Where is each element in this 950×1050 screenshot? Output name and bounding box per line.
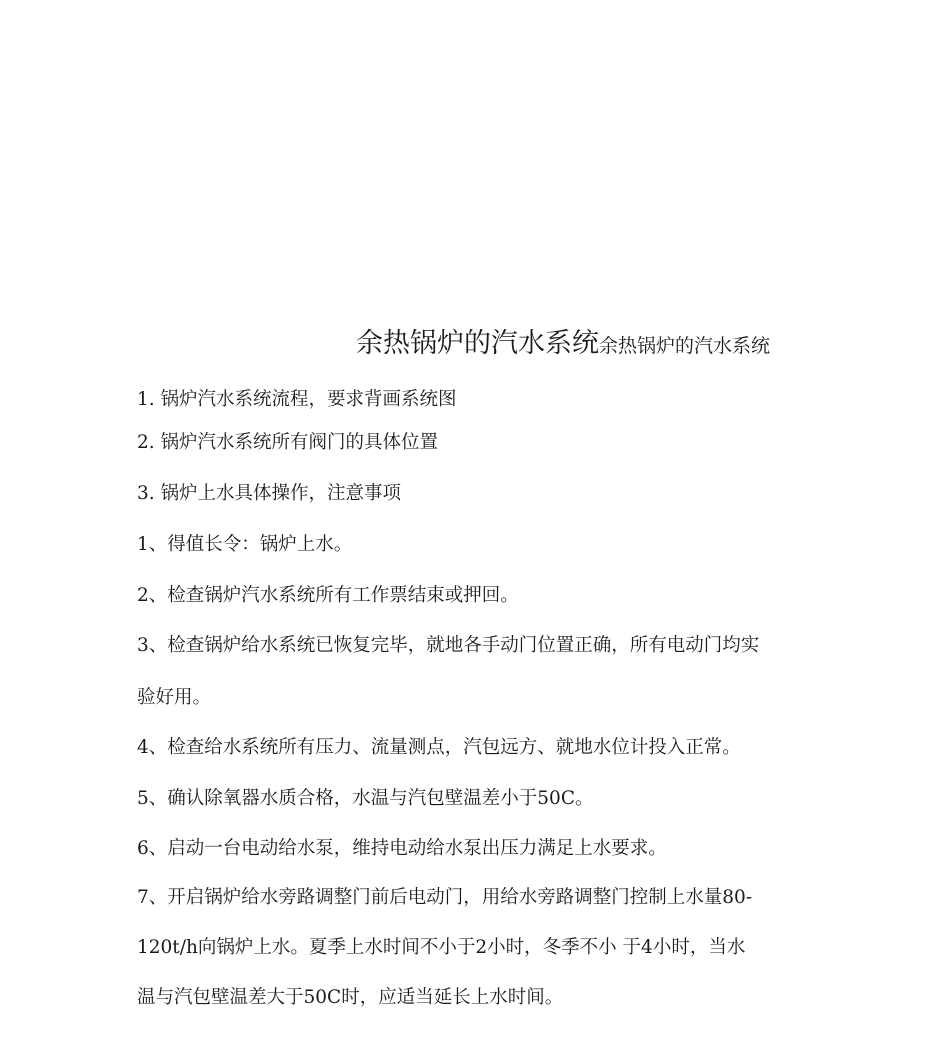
step-5: 5、确认除氧器水质合格，水温与汽包壁温差小于50C。	[137, 788, 594, 809]
step-1: 1、得值长令：锅炉上水。	[137, 534, 353, 555]
title-sub: 余热锅炉的汽水系统	[599, 335, 771, 357]
document-title	[356, 330, 770, 357]
step-2: 2、检查锅炉汽水系统所有工作票结束或押回。	[137, 585, 519, 606]
outline-item-3: 3. 锅炉上水具体操作，注意事项	[137, 483, 402, 504]
step-6: 6、启动一台电动给水泵，维持电动给水泵出压力满足上水要求。	[137, 838, 667, 859]
title-main: 余热锅炉的汽水系统	[356, 328, 599, 359]
step-4: 4、检查给水系统所有压力、流量测点，汽包远方、就地水位计投入正常。	[137, 737, 741, 758]
step-3-continued: 验好用。	[137, 687, 212, 708]
step-3: 3、检查锅炉给水系统已恢复完毕，就地各手动门位置正确，所有电动门均实	[137, 635, 760, 656]
step-7-continued-2: 温与汽包壁温差大于50C时，应适当延长上水时间。	[137, 987, 564, 1008]
outline-item-1: 1. 锅炉汽水系统流程，要求背画系统图	[137, 389, 457, 410]
step-7: 7、开启锅炉给水旁路调整门前后电动门，用给水旁路调整门控制上水量80-	[137, 887, 753, 908]
outline-item-2: 2. 锅炉汽水系统所有阀门的具体位置	[137, 432, 439, 453]
step-7-continued-1: 120t/h向锅炉上水。夏季上水时间不小于2小时，冬季不小 于4小时，当水	[137, 937, 746, 958]
